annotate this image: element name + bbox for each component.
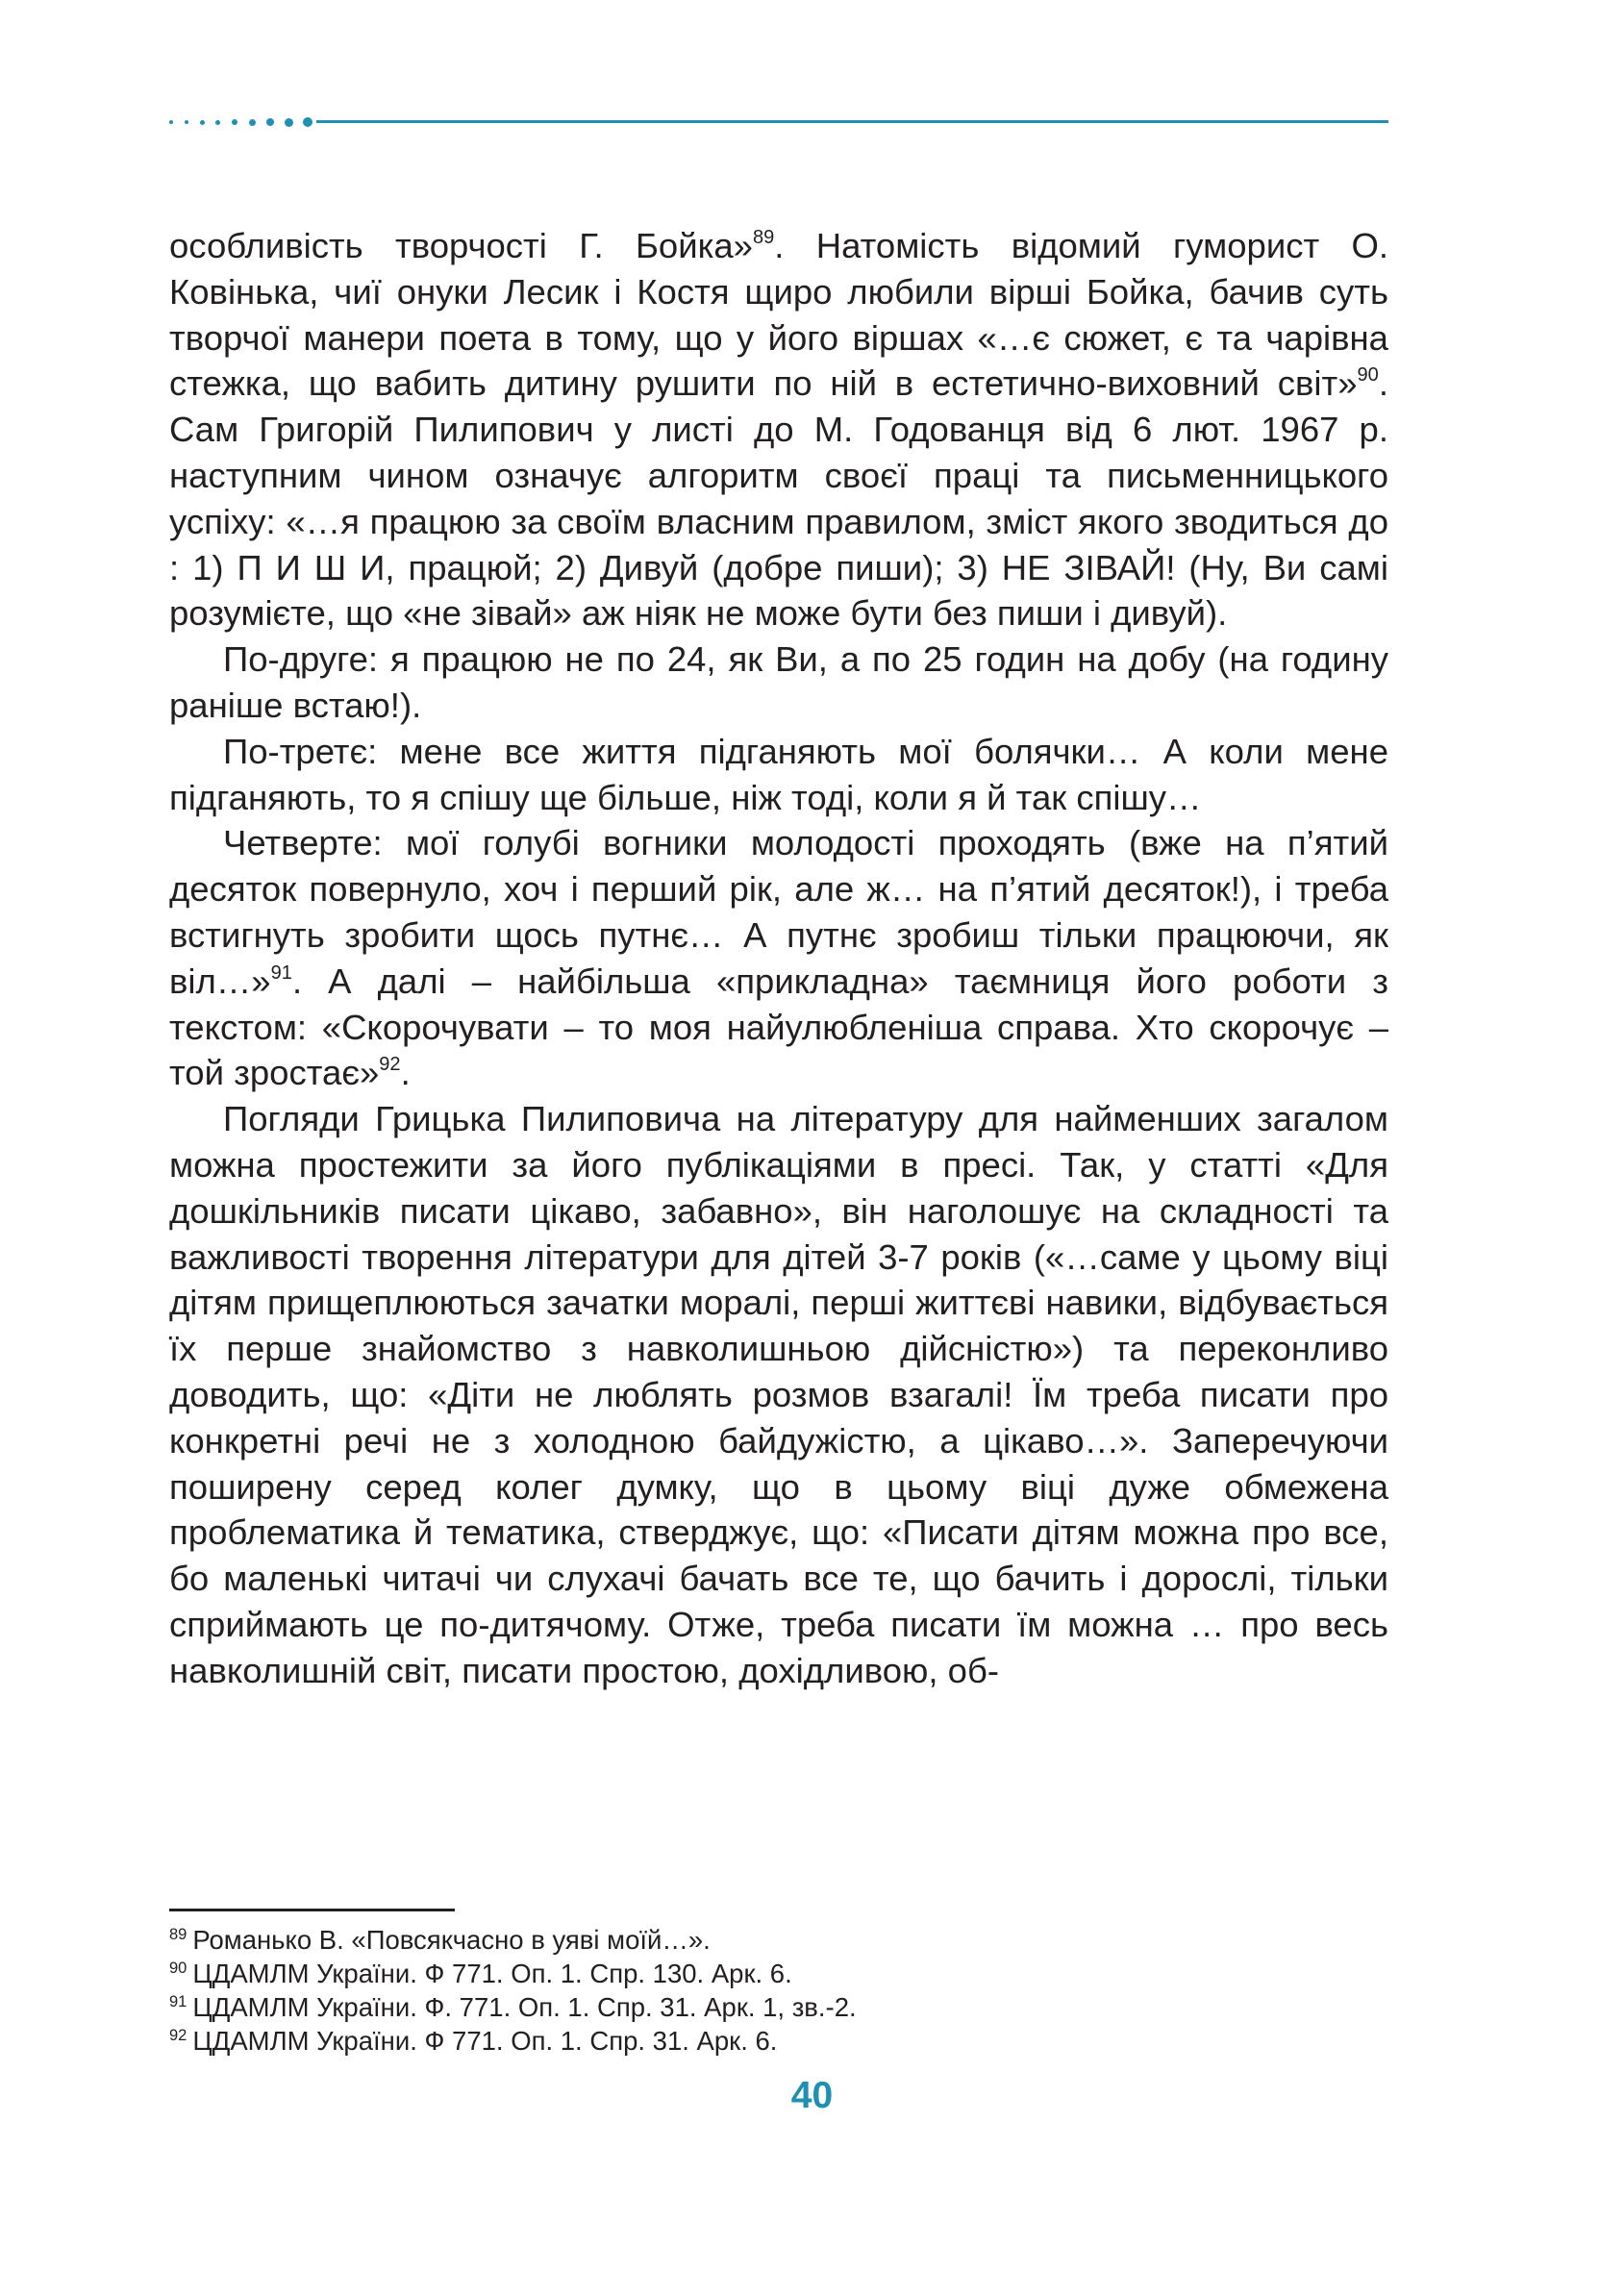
footnote: $^{92}$ ЦДАМЛМ України. Ф 771. Оп. 1. Спр. 31. Арк. 6.: [169, 2026, 778, 2056]
footnote-ref[interactable]: 92: [379, 1054, 401, 1076]
footnote-number: 92: [169, 2027, 187, 2045]
header-decorative-rule: [169, 115, 1388, 129]
footnote-number: 91: [169, 1993, 187, 2011]
paragraph: Погляди Грицька Пилиповича на літературу для найменших загалом можна простежити за його публікаціями в пресі. Так, у статті «Для дошкільників писати цікаво, забавно», він наголошує на складності та важливості творення літератури для дітей 3-7 років («…саме у цьому віці дітям прищеплюються зачатки моралі, перші життєві навики, відбувається їх перше знайомство з навколишньою дійсністю») та переконливо доводить, що: «Діти не люблять розмов взагалі! Їм треба писати про конкретні речі не з холодною байдужістю, а цікаво…». Заперечуючи поширену серед колег думку, що в цьому віці дуже обмежена проблематика й тематика, стверджує, що: «Писати дітям можна про все, бо маленькі читачі чи слухачі бачать все те, що бачить і дорослі, тільки сприймають це по-дитячому. Отже, треба писати їм можна … про весь навколишній світ, писати простою, дохідливою, об-: [169, 1099, 1388, 1690]
footnotes: [169, 1923, 1388, 2058]
footnote-number: 90: [169, 1960, 187, 1978]
footnote: $^{89}$ Романько В. «Повсякчасно в уяві моїй…».: [169, 1925, 711, 1955]
footnote-number: 89: [169, 1926, 187, 1944]
footnote-ref[interactable]: 90: [1357, 364, 1379, 387]
page-number: 40: [790, 2075, 834, 2116]
paragraph: Четверте: мої голубі вогники молодості проходять (вже на п’ятий десяток повернуло, хоч і перший рік, але ж… на п’ятий десяток!), і треба встигнуть зробити щось путнє… А путнє зробиш тільки працюючи, як віл…»$^{91}$. А далі – найбільша «прикладна» таємниця його роботи з текстом: «Скорочувати – то моя найулюбленіша справа. Хто скорочує – той зростає»$^{92}$.: [169, 823, 1388, 1093]
footnote-separator: [169, 1909, 455, 1911]
footnote-ref[interactable]: 91: [270, 961, 292, 984]
body-text: [169, 223, 1388, 1694]
paragraph: По-третє: мене все життя підганяють мої болячки… А коли мене підганяють, то я спішу ще більше, ніж тоді, коли я й так спішу…: [169, 731, 1388, 817]
footnote-ref[interactable]: 89: [752, 226, 775, 248]
paragraph: особливість творчості Г. Бойка»$^{89}$. Натомість відомий гуморист О. Ковінька, чиї онуки Лесик і Костя щиро любили вірші Бойка, бачив суть творчої манери поета в тому, що у його віршах «…є сюжет, є та чарівна стежка, що вабить дитину рушити по ній в естетично-виховний світ»$^{90}$. Сам Григорій Пилипович у листі до М. Годованця від 6 лют. 1967 р. наступним чином означує алгоритм своєї праці та письменницького успіху: «…я працюю за своїм власним правилом, зміст якого зводиться до : 1) П И Ш И, працюй; 2) Дивуй (добре пиши); 3) НЕ ЗІВАЙ! (Ну, Ви самі розумієте, що «не зівай» аж ніяк не може бути без пиши і дивуй).: [169, 226, 1389, 634]
footnote: $^{90}$ ЦДАМЛМ України. Ф 771. Оп. 1. Спр. 130. Арк. 6.: [169, 1959, 792, 1988]
footnote: $^{91}$ ЦДАМЛМ України. Ф. 771. Оп. 1. Спр. 31. Арк. 1, зв.-2.: [169, 1992, 857, 2022]
paragraph: По-друге: я працюю не по 24, як Ви, а по 25 годин на добу (на годину раніше встаю!).: [169, 639, 1388, 725]
header-line: [316, 120, 1388, 123]
